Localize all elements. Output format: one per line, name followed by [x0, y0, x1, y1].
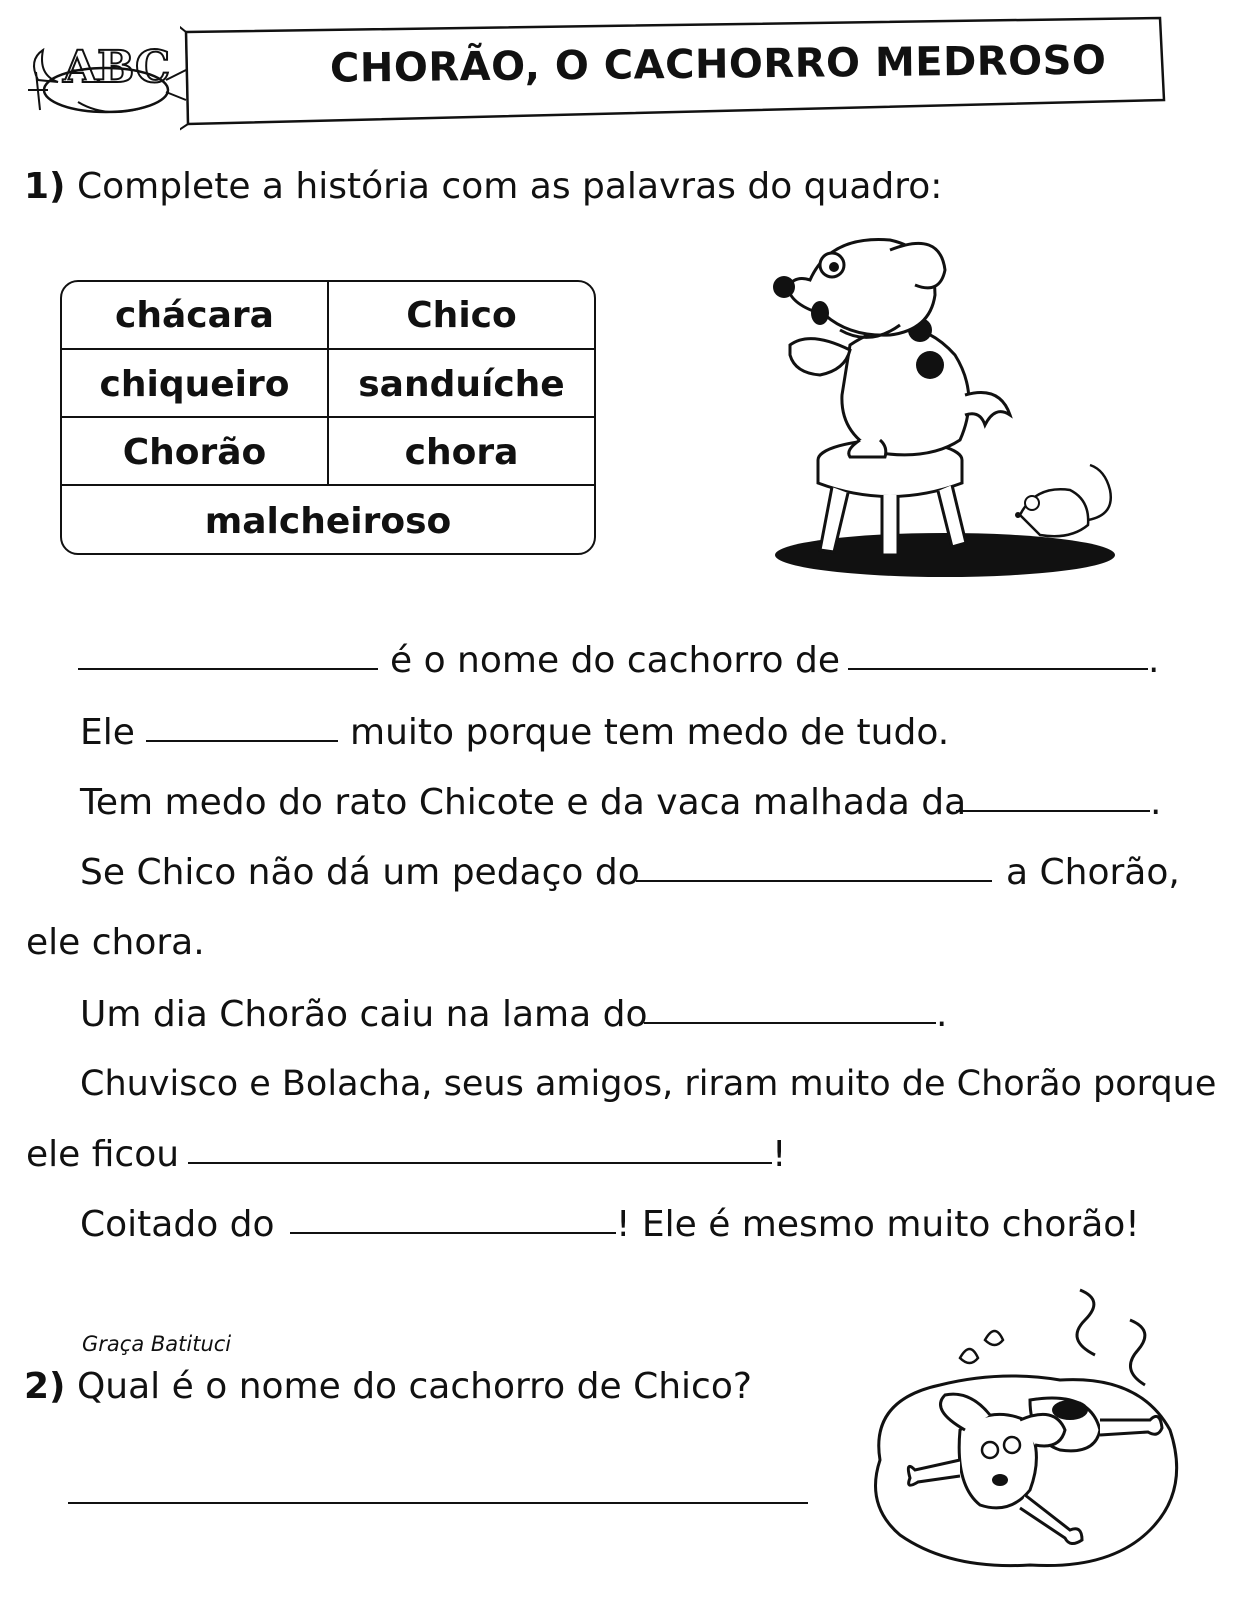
word-chorao: Chorão [122, 431, 267, 473]
blank-2[interactable] [848, 640, 1148, 670]
svg-text:ABC: ABC [63, 42, 171, 93]
abc-logo-icon [18, 20, 188, 130]
question-2 [24, 1366, 752, 1407]
blank-8[interactable] [290, 1204, 616, 1234]
blank-5[interactable] [636, 852, 992, 882]
question-1 [24, 166, 942, 207]
word-chiqueiro: chiqueiro [99, 363, 290, 405]
word-malcheiroso: malcheiroso [204, 501, 452, 542]
page-title: CHORÃO, O CACHORRO MEDROSO [329, 37, 1107, 92]
question-2-number: 2) [24, 1366, 66, 1407]
word-sanduiche: sanduíche [327, 350, 594, 418]
question-1-number: 1) [24, 166, 66, 207]
blank-1[interactable] [78, 640, 378, 670]
blank-7[interactable] [188, 1134, 772, 1164]
dog-in-mud-illustration [860, 1280, 1200, 1590]
dog-on-stool-illustration [770, 225, 1150, 585]
blank-6[interactable] [644, 994, 936, 1024]
word-chacara: chácara [115, 294, 274, 336]
answer-line[interactable] [68, 1502, 808, 1504]
word-chora: chora [327, 418, 594, 486]
word-chico: Chico [327, 282, 594, 348]
question-2-prompt: Qual é o nome do cachorro de Chico? [76, 1366, 752, 1407]
question-1-prompt: Complete a história com as palavras do quadro: [76, 166, 943, 207]
word-box [60, 280, 596, 555]
author-credit: Graça Batituci [82, 1332, 232, 1356]
blank-3[interactable] [146, 712, 338, 742]
blank-4[interactable] [956, 782, 1150, 812]
